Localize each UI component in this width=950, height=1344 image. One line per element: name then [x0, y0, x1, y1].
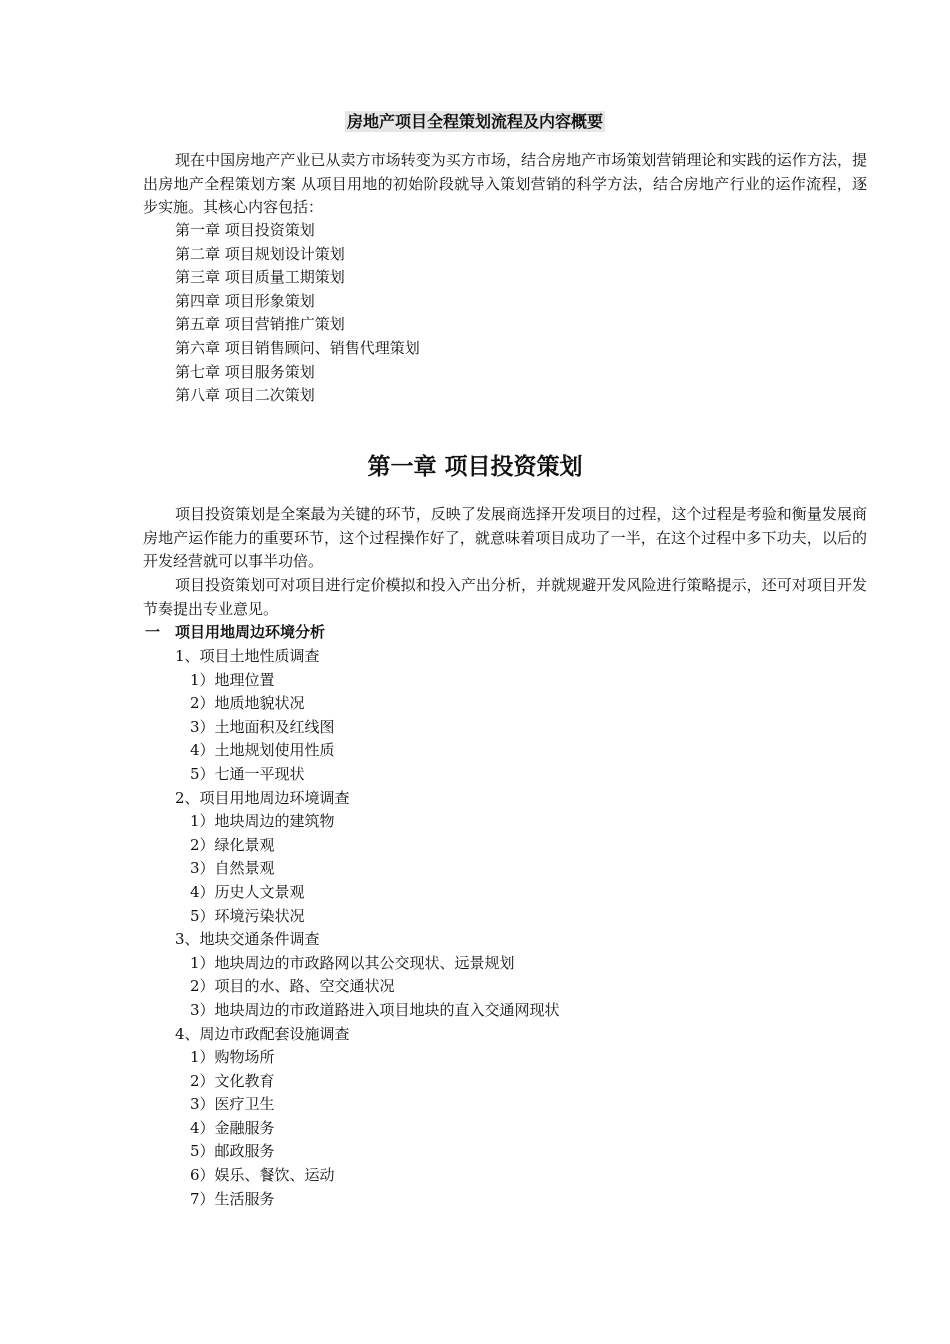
outline-item: 5）七通一平现状	[190, 764, 305, 783]
outline-item: 3）地块周边的市政道路进入项目地块的直入交通网现状	[190, 1000, 560, 1019]
toc-item: 第六章 项目销售顾问、销售代理策划	[175, 338, 420, 357]
section-title: 项目用地周边环境分析	[175, 623, 326, 641]
section-outline	[0, 645, 950, 1211]
table-of-contents	[175, 219, 420, 408]
outline-item: 7）生活服务	[190, 1189, 275, 1208]
document-title-text: 房地产项目全程策划流程及内容概要	[346, 112, 603, 131]
subsection-heading: 2、项目用地周边环境调查	[175, 788, 350, 807]
toc-item: 第一章 项目投资策划	[175, 221, 315, 239]
chapter-title: 第一章 项目投资策划	[367, 454, 583, 480]
outline-item: 2）项目的水、路、空交通状况	[190, 977, 395, 996]
chapter-paragraph: 项目投资策划是全案最为关键的环节，反映了发展商选择开发项目的过程，这个过程是考验和衡量发展商房地产运作能力的重要环节，这个过程操作好了，就意味着项目成功了一半，在这个过程中多下功夫，以后的开发经营就可以事半功倍。	[143, 505, 867, 570]
outline-item: 5）邮政服务	[190, 1142, 275, 1161]
section-heading	[145, 621, 325, 645]
outline-item: 2）地质地貌状况	[190, 694, 305, 713]
outline-item: 1）购物场所	[190, 1048, 275, 1067]
outline-item: 6）娱乐、餐饮、运动	[190, 1166, 335, 1185]
outline-item: 1）地块周边的市政路网以其公交现状、远景规划	[190, 953, 515, 972]
outline-item: 3）医疗卫生	[190, 1095, 275, 1114]
outline-item: 1）地块周边的建筑物	[190, 812, 335, 831]
section-number: 一	[145, 623, 161, 641]
toc-item: 第三章 项目质量工期策划	[175, 268, 345, 287]
chapter-paragraph: 项目投资策划可对项目进行定价模拟和投入产出分析，并就规避开发风险进行策略提示，还可对项目开发节奏提出专业意见。	[143, 576, 867, 618]
outline-item: 4）金融服务	[190, 1118, 275, 1137]
outline-item: 5）环境污染状况	[190, 906, 305, 925]
outline-item: 3）自然景观	[190, 859, 275, 878]
outline-item: 3）土地面积及红线图	[190, 717, 335, 736]
toc-item: 第七章 项目服务策划	[175, 362, 315, 381]
intro-paragraph: 现在中国房地产产业已从卖方市场转变为买方市场，结合房地产市场策划营销理论和实践的运作方法，提出房地产全程策划方案 从项目用地的初始阶段就导入策划营销的科学方法，结合房地产行业的运作流程，逐步实施。其核心内容包括：	[143, 151, 867, 216]
toc-item: 第二章 项目规划设计策划	[175, 244, 345, 263]
outline-item: 1）地理位置	[190, 670, 275, 689]
outline-item: 4）历史人文景观	[190, 882, 305, 901]
document-title	[0, 111, 950, 133]
subsection-heading: 3、地块交通条件调查	[175, 930, 320, 949]
toc-item: 第五章 项目营销推广策划	[175, 315, 345, 334]
outline-item: 4）土地规划使用性质	[190, 741, 335, 760]
outline-item: 2）文化教育	[190, 1071, 275, 1090]
toc-item: 第八章 项目二次策划	[175, 386, 315, 405]
subsection-heading: 1、项目土地性质调查	[175, 647, 320, 665]
toc-item: 第四章 项目形象策划	[175, 291, 315, 310]
subsection-heading: 4、周边市政配套设施调查	[175, 1024, 350, 1043]
outline-item: 2）绿化景观	[190, 835, 275, 854]
